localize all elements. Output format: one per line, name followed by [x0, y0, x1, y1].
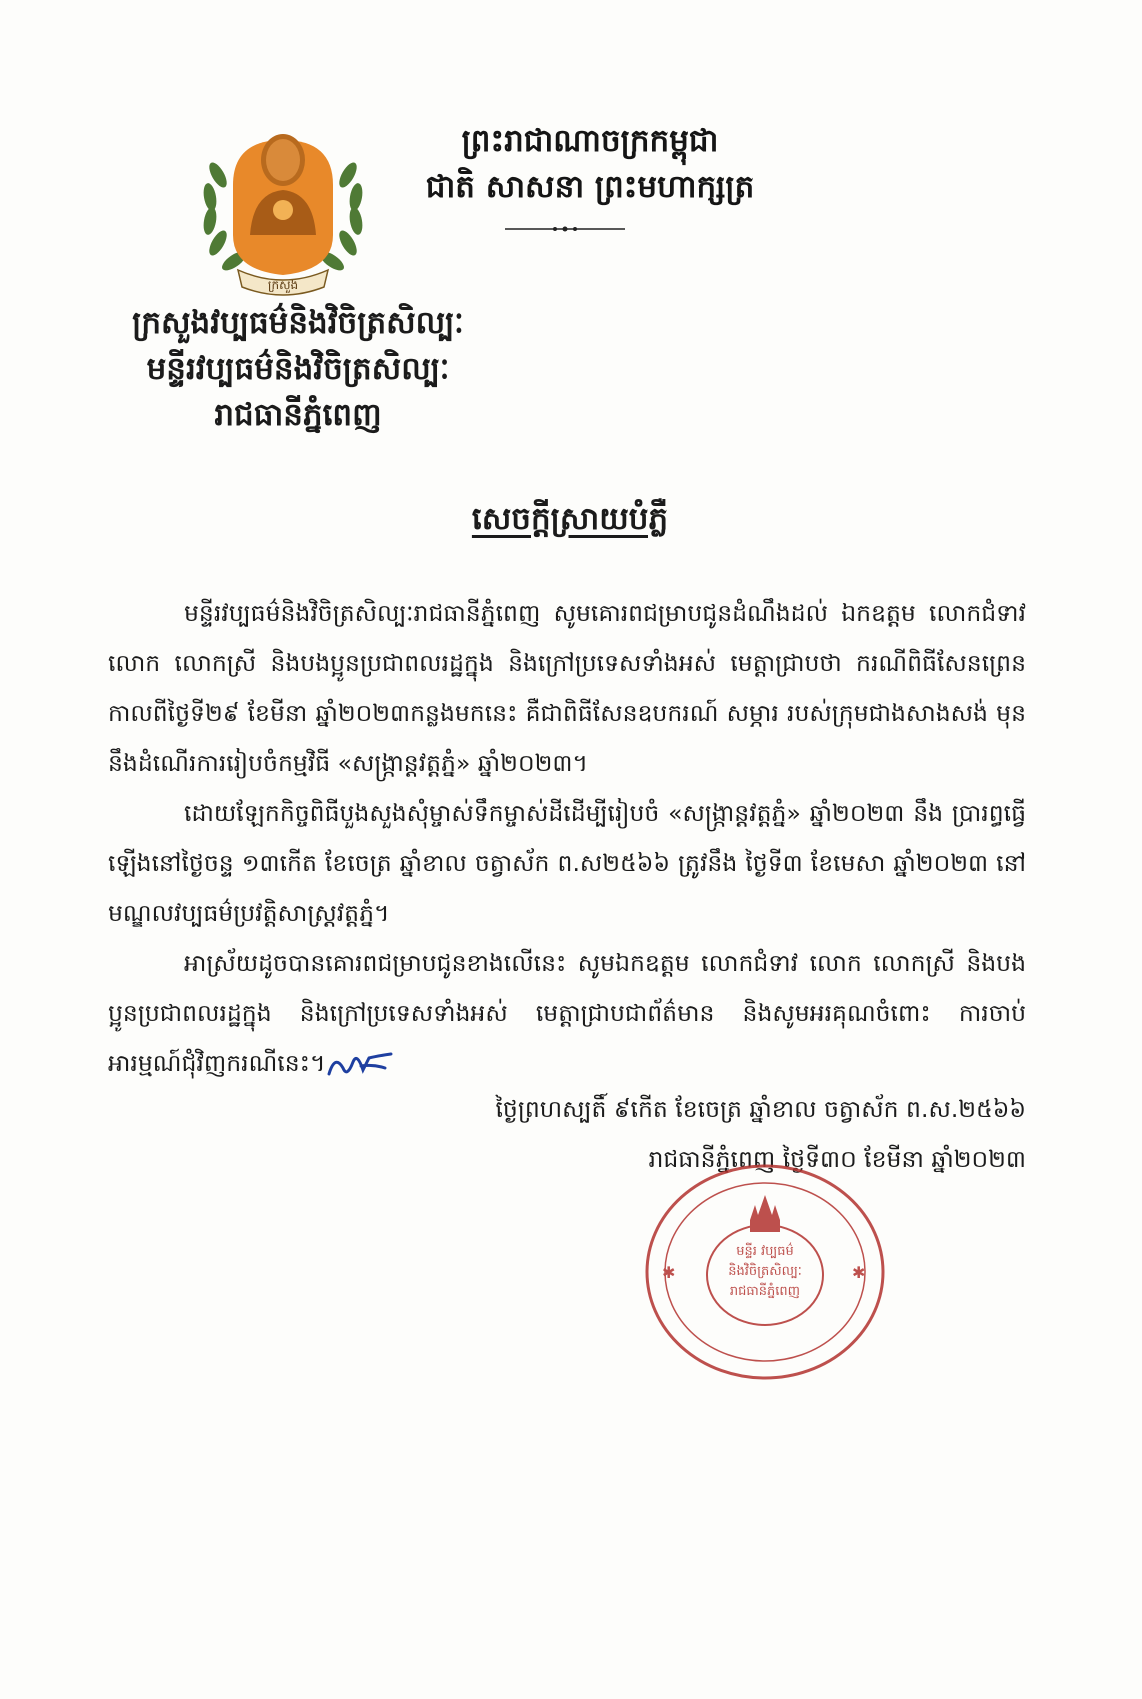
seal-line-3: រាជធានីភ្នំពេញ: [729, 1284, 801, 1299]
ministry-logo: [198, 115, 368, 300]
kingdom-line-1: ព្រះរាជាណាចក្រកម្ពុជា: [461, 123, 719, 159]
paragraph-3-text: អាស្រ័យដូចបានគោរពជម្រាបជូនខាងលើនេះ សូមឯកឧត្តម លោកជំទាវ លោក លោកស្រី និងបងប្អូនប្រជាពលរដ្ឋក្នុង និងក្រៅប្រទេសទាំងអស់ មេត្តាជ្រាបជាព័ត៌មាន និងសូមអរគុណចំពោះ ការចាប់អារម្មណ៍ជុំវិញករណីនេះ។: [108, 949, 1026, 1077]
kingdom-header: [410, 118, 770, 210]
document-title: សេចក្តីស្រាយបំភ្លឺ: [471, 501, 669, 537]
signature-initial: [325, 1048, 395, 1082]
ministry-line-1: ក្រសួងវប្បធម៌និងវិចិត្រសិល្បៈ: [132, 305, 464, 341]
kingdom-line-2: ជាតិ សាសនា ព្រះមហាក្សត្រ: [425, 169, 755, 205]
ministry-line-3: រាជធានីភ្នំពេញ: [214, 397, 382, 433]
date-lunar: ថ្ងៃព្រហស្បតិ៍ ៩កើត ខែចេត្រ ឆ្នាំខាល ចត្វាស័ក ព.ស.២៥៦៦: [495, 1095, 1026, 1123]
date-solar: រាជធានីភ្នំពេញ ថ្ងៃទី៣០ ខែមីនា ឆ្នាំ២០២៣: [648, 1145, 1026, 1173]
ministry-line-2: មន្ទីរវប្បធម៌និងវិចិត្រសិល្បៈ: [146, 351, 450, 387]
svg-text:✱: ✱: [852, 1263, 866, 1282]
document-body: [108, 588, 1026, 1088]
seal-line-1: មន្ទីរ វប្បធម៌: [736, 1244, 794, 1259]
ornament-divider: [505, 224, 625, 234]
paragraph-1: មន្ទីរវប្បធម៌និងវិចិត្រសិល្បៈរាជធានីភ្នំពេញ សូមគោរពជម្រាបជូនដំណឹងដល់ ឯកឧត្តម លោកជំទាវ លោក លោកស្រី និងបងប្អូនប្រជាពលរដ្ឋក្នុង និងក្រៅប្រទេសទាំងអស់ មេត្តាជ្រាបថា ករណីពិធីសែនព្រេនកាលពីថ្ងៃទី២៩ ខែមីនា ឆ្នាំ២០២៣កន្លងមកនេះ គឺជាពិធីសែនឧបករណ៍ សម្ភារ របស់ក្រុមជាងសាងសង់ មុននឹងដំណើរការរៀបចំកម្មវិធី «សង្ក្រាន្តវត្តភ្នំ» ឆ្នាំ២០២៣។: [108, 599, 1026, 777]
paragraph-2: ដោយឡែកកិច្ចពិធីបួងសួងសុំម្ចាស់ទឹកម្ចាស់ដីដើម្បីរៀបចំ «សង្ក្រាន្តវត្តភ្នំ» ឆ្នាំ២០២៣ នឹង ប្រារព្ធធ្វើឡើងនៅថ្ងៃចន្ទ ១៣កើត ខែចេត្រ ឆ្នាំខាល ចត្វាស័ក ព.ស២៥៦៦ ត្រូវនឹង ថ្ងៃទី៣ ខែមេសា ឆ្នាំ២០២៣ នៅមណ្ឌលវប្បធម៌ប្រវត្តិសាស្ត្រវត្តភ្នំ។: [108, 799, 1026, 927]
logo-ribbon-text: ក្រសួង: [267, 278, 299, 292]
paragraph-3: [108, 938, 1026, 1088]
svg-text:✱: ✱: [662, 1263, 676, 1282]
ministry-header: [108, 300, 488, 438]
official-seal: [640, 1160, 890, 1385]
seal-line-2: និងវិចិត្រសិល្បៈ: [728, 1264, 802, 1279]
